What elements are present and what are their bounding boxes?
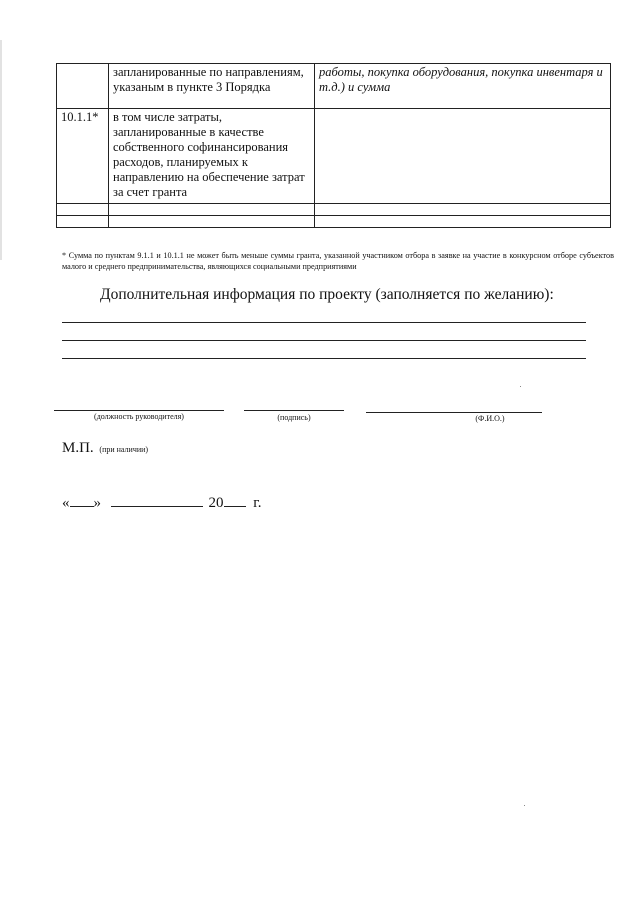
- empty-cell: [315, 204, 611, 216]
- year-prefix: 20: [208, 495, 224, 511]
- row-description-cell: запланированные по направлениям, указаным в пункте 3 Порядка: [109, 64, 315, 109]
- footnote: * Сумма по пунктам 9.1.1 и 10.1.1 не может быть меньше суммы гранта, указанной участником отбора в заявке на участие в конкурсном отборе субъектов малого и среднего предпринимательства, являющихся социальными предприятиями: [62, 251, 614, 271]
- info-fill-line: [62, 322, 586, 323]
- scan-edge-artifact: [0, 40, 2, 260]
- scan-speck: [520, 386, 521, 387]
- signature-line: [244, 410, 344, 411]
- row-description-cell: в том числе затраты, запланированные в качестве собственного софинансирования расходов, планируемых к направлению на обеспечение затрат за счет гранта: [109, 109, 315, 204]
- position-caption: (должность руководителя): [94, 412, 184, 421]
- stamp-mark: М.П.: [62, 440, 94, 456]
- empty-cell: [57, 204, 109, 216]
- empty-cell: [57, 216, 109, 228]
- info-fill-line: [62, 358, 586, 359]
- row-note-cell: [315, 109, 611, 204]
- name-line: [366, 412, 542, 413]
- stamp-label: [62, 440, 148, 457]
- date-close-quote: »: [93, 495, 101, 511]
- month-blank: [111, 494, 203, 507]
- name-caption: (Ф.И.О.): [475, 414, 505, 423]
- year-suffix: г.: [253, 495, 262, 511]
- scan-speck: [524, 805, 525, 806]
- table-row-empty: [57, 216, 611, 228]
- position-line: [54, 410, 224, 411]
- additional-info-heading: Дополнительная информация по проекту (заполняется по желанию):: [100, 286, 554, 303]
- stamp-note: (при наличии): [99, 445, 149, 454]
- date-open-quote: «: [62, 495, 70, 511]
- day-blank: [70, 494, 94, 507]
- table-row: [57, 64, 611, 109]
- info-fill-line: [62, 340, 586, 341]
- signature-caption: (подпись): [277, 413, 311, 422]
- cost-table: [56, 63, 611, 228]
- table-row-empty: [57, 204, 611, 216]
- empty-cell: [315, 216, 611, 228]
- empty-cell: [109, 204, 315, 216]
- empty-cell: [109, 216, 315, 228]
- row-number-cell: 10.1.1*: [57, 109, 109, 204]
- year-blank: [224, 494, 246, 507]
- table-row: [57, 109, 611, 204]
- row-number-cell: [57, 64, 109, 109]
- row-note-cell: работы, покупка оборудования, покупка инвентаря и т.д.) и сумма: [315, 64, 611, 109]
- date-line: [62, 494, 261, 512]
